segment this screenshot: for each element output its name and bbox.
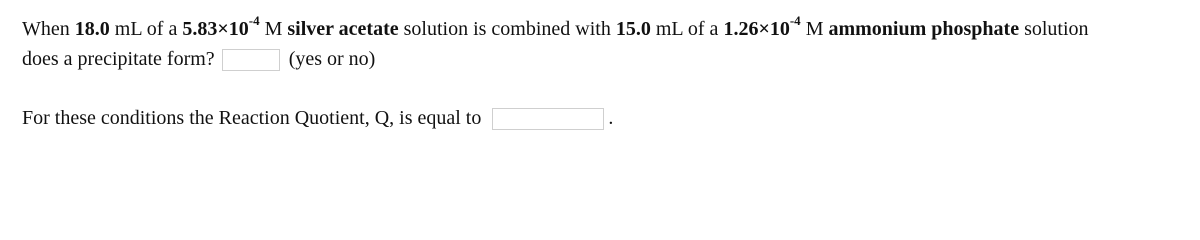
molar-unit-2: M bbox=[805, 18, 824, 40]
precipitate-prompt: does a precipitate form? bbox=[22, 48, 215, 70]
solution-word: solution bbox=[1024, 18, 1089, 40]
concentration-2: $1.26\times 10^{-4}$ bbox=[723, 13, 801, 40]
trailing-period: . bbox=[608, 107, 614, 129]
exponent-2: -4 bbox=[789, 13, 801, 29]
ml-of-a-2: mL of a bbox=[655, 18, 719, 40]
volume-1: 18.0 bbox=[74, 18, 110, 40]
reaction-quotient-question bbox=[22, 103, 613, 133]
exponent-1: -4 bbox=[248, 13, 260, 29]
precipitate-question bbox=[22, 14, 1192, 74]
volume-2: 15.0 bbox=[615, 18, 651, 40]
molar-unit-1: M bbox=[264, 18, 283, 40]
reaction-quotient-prompt: For these conditions the Reaction Quotient, Q, is equal to bbox=[22, 107, 482, 129]
ml-of-a-1: mL of a bbox=[114, 18, 178, 40]
yes-no-hint: (yes or no) bbox=[288, 48, 376, 70]
solution-combined-text: solution is combined with bbox=[403, 18, 611, 40]
question-text-when: When bbox=[22, 18, 70, 40]
precipitate-answer-input[interactable] bbox=[222, 49, 280, 71]
solute-1: silver acetate bbox=[287, 18, 399, 40]
question-line-2 bbox=[22, 44, 1192, 74]
reaction-quotient-input[interactable] bbox=[492, 108, 604, 130]
concentration-1: $5.83\times 10^{-4}$ bbox=[182, 13, 260, 40]
question-line-1 bbox=[22, 14, 1192, 44]
solute-2: ammonium phosphate bbox=[828, 18, 1020, 40]
